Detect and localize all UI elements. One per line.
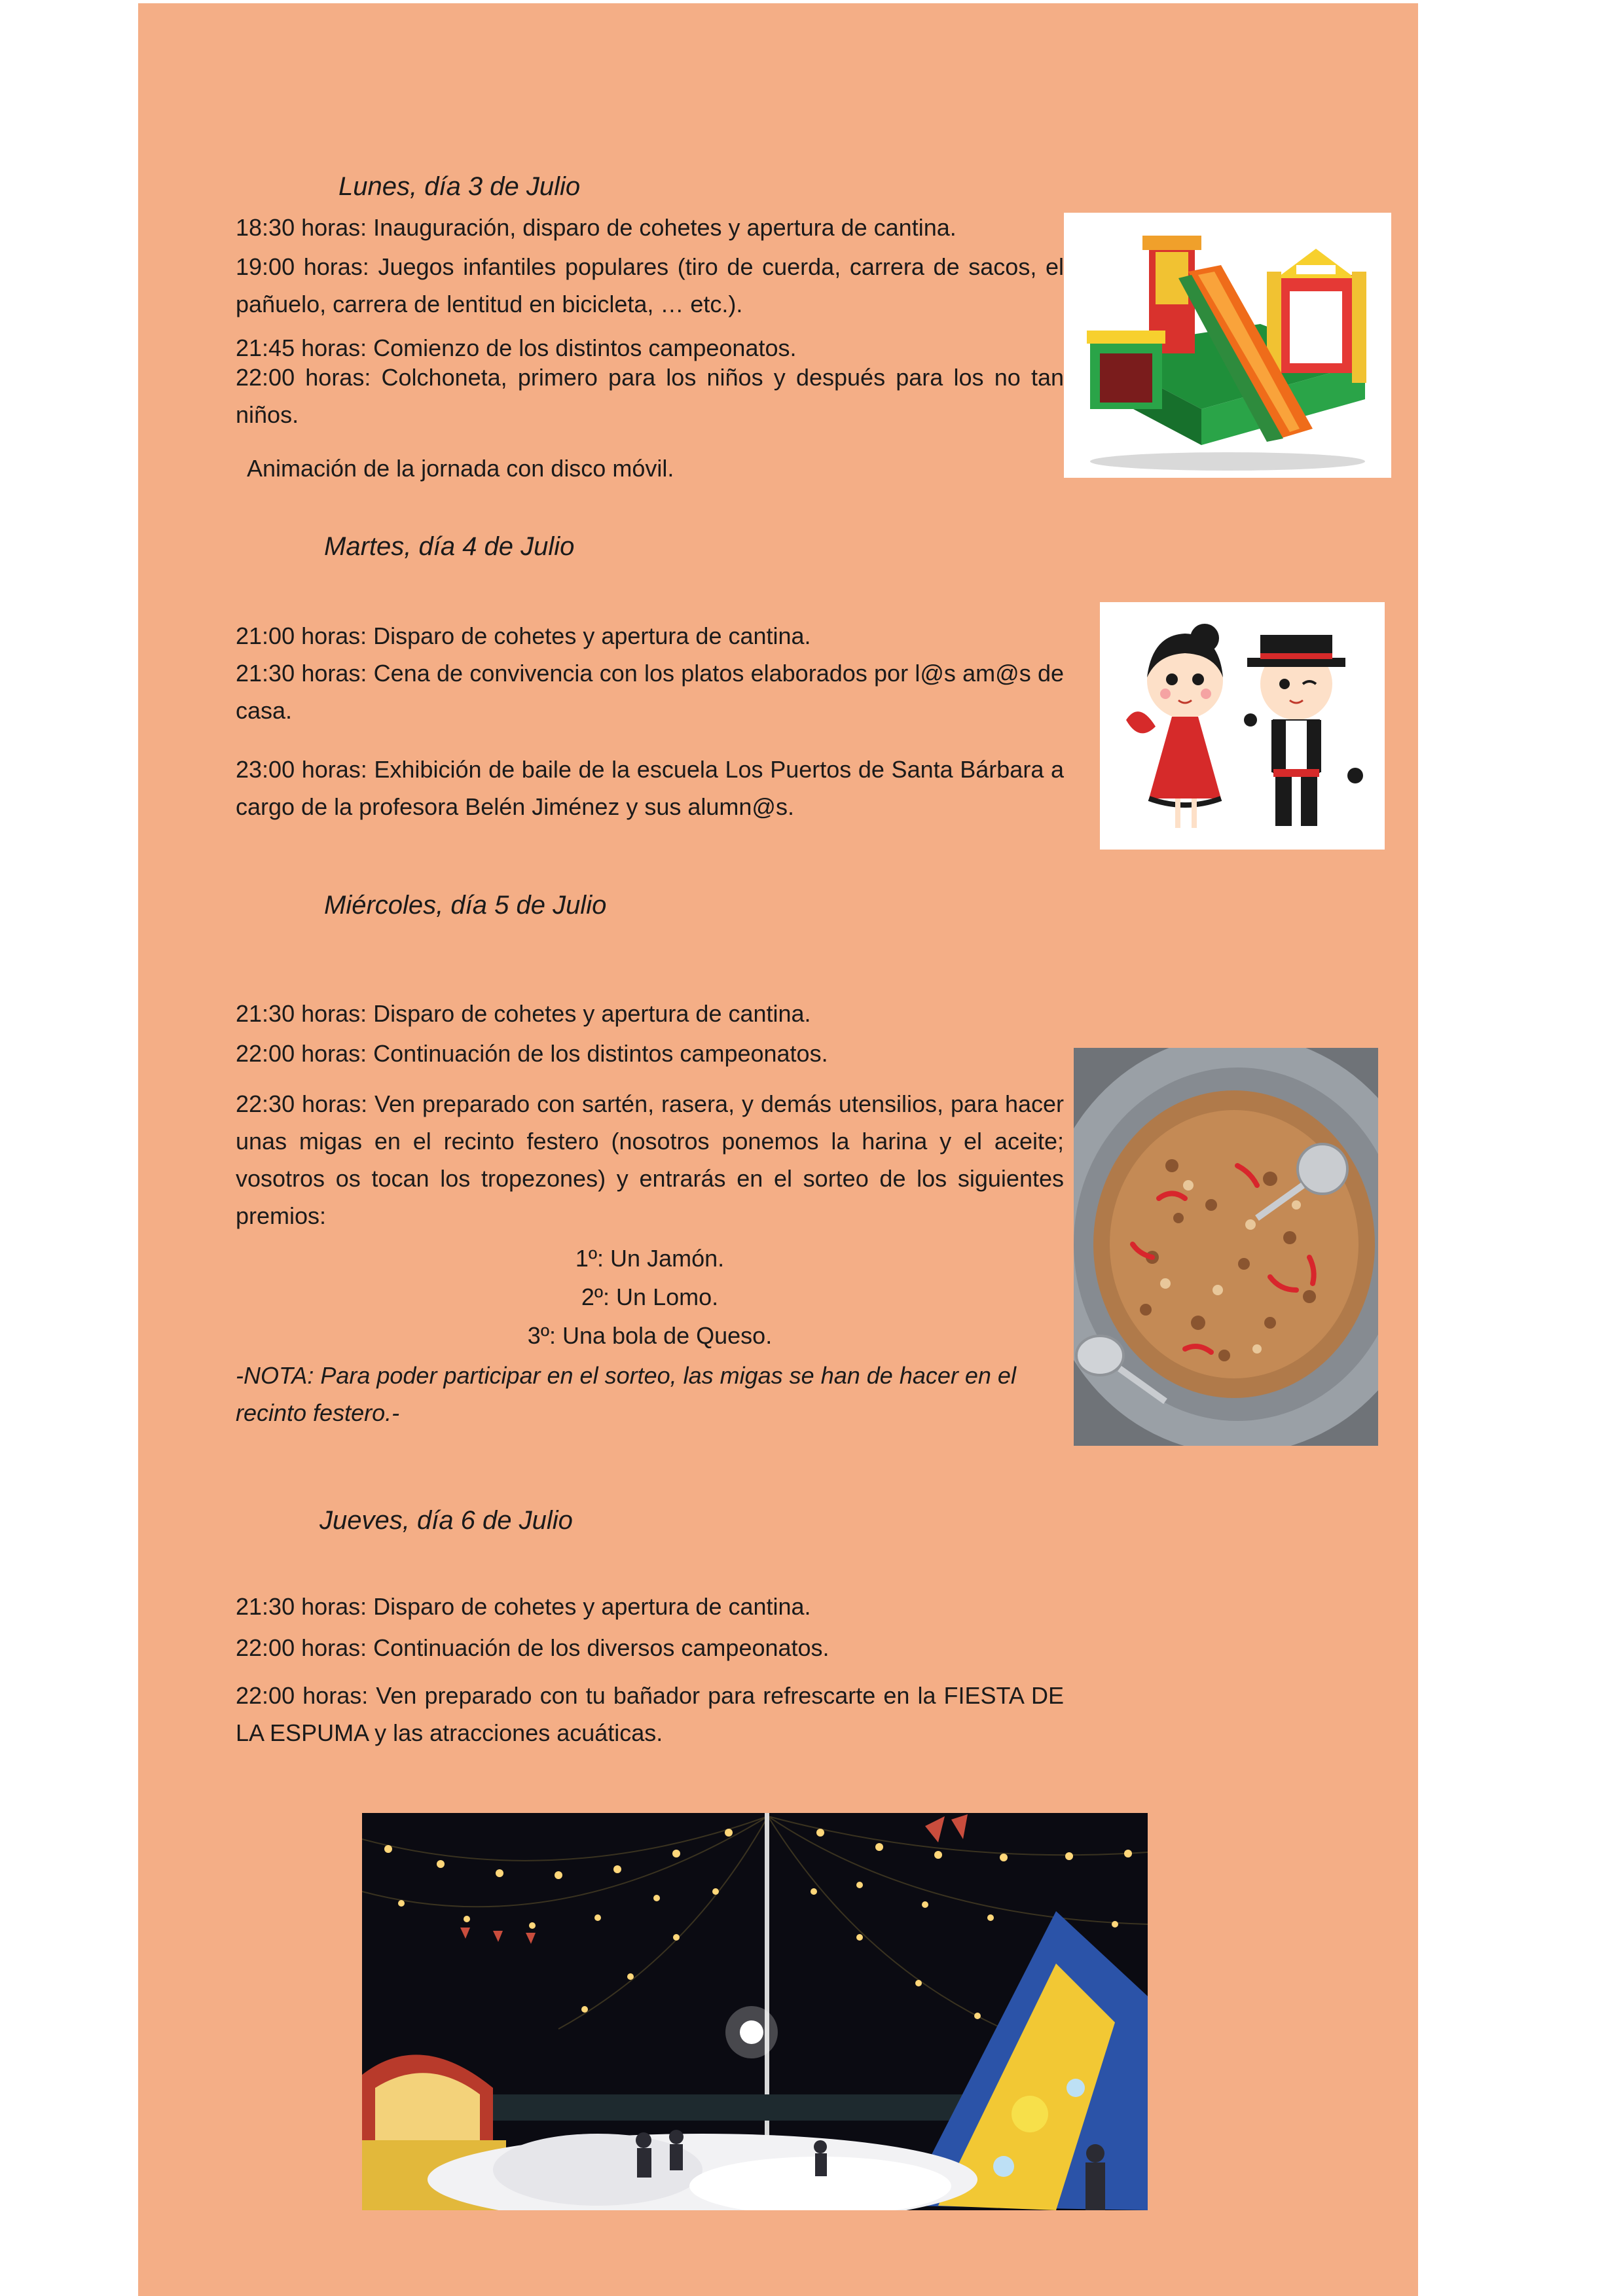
lunes-item-5: Animación de la jornada con disco móvil. <box>247 455 674 482</box>
lunes-item-3: 21:45 horas: Comienzo de los distintos campeonatos. <box>236 334 797 361</box>
miercoles-item-1: 21:30 horas: Disparo de cohetes y apertura de cantina. <box>236 1000 811 1027</box>
miercoles-item-2: 22:00 horas: Continuación de los distintos campeonatos. <box>236 1040 828 1067</box>
jueves-item-1: 21:30 horas: Disparo de cohetes y apertura de cantina. <box>236 1593 811 1620</box>
miercoles-item-3: 22:30 horas: Ven preparado con sartén, rasera, y demás utensilios, para hacer unas migas en el recinto festero (nosotros ponemos la harina y el aceite; vosotros os tocan los tropezones) y entrarás en el sorteo de los siguientes premios: <box>236 1090 1064 1229</box>
jueves-item-2: 22:00 horas: Continuación de los diversos campeonatos. <box>236 1634 830 1661</box>
migas-pan-image <box>1074 1048 1378 1446</box>
lunes-item-4: 22:00 horas: Colchoneta, primero para los niños y después para los no tan niños. <box>236 364 1064 428</box>
heading-lunes: Lunes, día 3 de Julio <box>338 172 581 201</box>
bouncy-castle-image <box>1064 213 1391 478</box>
lunes-item-1: 18:30 horas: Inauguración, disparo de cohetes y apertura de cantina. <box>236 214 957 241</box>
martes-item-3: 23:00 horas: Exhibición de baile de la escuela Los Puertos de Santa Bárbara a cargo de la profesora Belén Jiménez y sus alumn@s. <box>236 756 1064 820</box>
prize-2: 2º: Un Lomo. <box>581 1283 719 1310</box>
migas-note: -NOTA: Para poder participar en el sorteo, las migas se han de hacer en el recinto festero.- <box>236 1362 1016 1426</box>
lunes-item-2: 19:00 horas: Juegos infantiles populares (tiro de cuerda, carrera de sacos, el pañuelo, carrera de lentitud en bicicleta, … etc.). <box>236 253 1064 317</box>
heading-martes: Martes, día 4 de Julio <box>324 532 575 561</box>
foam-party-image <box>362 1813 1148 2210</box>
heading-jueves: Jueves, día 6 de Julio <box>319 1506 573 1535</box>
martes-item-1: 21:00 horas: Disparo de cohetes y apertura de cantina. <box>236 622 811 649</box>
jueves-item-3: 22:00 horas: Ven preparado con tu bañador para refrescarte en la FIESTA DE LA ESPUMA y las atracciones acuáticas. <box>236 1682 1064 1746</box>
martes-item-2: 21:30 horas: Cena de convivencia con los platos elaborados por l@s am@s de casa. <box>236 660 1064 724</box>
flamenco-dancers-image <box>1100 602 1385 850</box>
prize-3: 3º: Una bola de Queso. <box>527 1322 773 1349</box>
prize-1: 1º: Un Jamón. <box>575 1245 725 1272</box>
heading-miercoles: Miércoles, día 5 de Julio <box>324 891 607 920</box>
